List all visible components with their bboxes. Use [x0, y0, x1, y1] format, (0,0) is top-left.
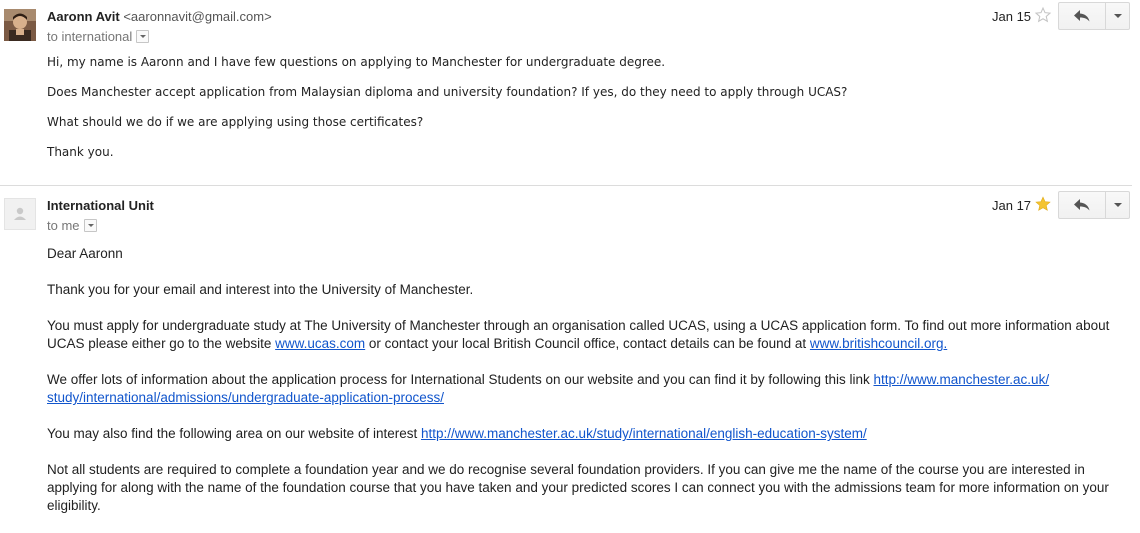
recipient-label: to international: [47, 29, 133, 44]
chevron-down-icon: [1114, 203, 1122, 207]
sender-email: <aaronnavit@gmail.com>: [123, 9, 272, 24]
application-process-link[interactable]: http://www.manchester.ac.uk/ study/international/admissions/undergraduate-application-process/: [47, 372, 1050, 405]
britishcouncil-link[interactable]: www.britishcouncil.org.: [809, 336, 948, 351]
message-body: [47, 245, 1122, 533]
sender-name[interactable]: International Unit: [47, 198, 154, 213]
education-system-link[interactable]: http://www.manchester.ac.uk/study/international/english-education-system/: [420, 426, 867, 441]
body-text: or contact your local British Council office, contact details can be found at: [365, 336, 810, 351]
ucas-link[interactable]: www.ucas.com: [275, 336, 366, 351]
more-options-button[interactable]: [1106, 191, 1130, 219]
body-paragraph: [47, 371, 1122, 407]
reply-button[interactable]: [1058, 191, 1106, 219]
body-text: You may also find the following area on our website of interest: [47, 426, 421, 441]
body-text: You must apply for undergraduate study at The University of Manchester through an organisation called UCAS, using a UCAS application form. To find out more information about UCAS please either go to the website: [47, 318, 1110, 351]
reply-button-group: [1058, 191, 1130, 219]
message-date: Jan 15: [992, 9, 1032, 24]
sender-avatar[interactable]: [4, 9, 36, 41]
sender-avatar[interactable]: [4, 198, 36, 230]
recipient-line: [47, 218, 97, 233]
sender-line: [47, 198, 154, 213]
body-paragraph: [47, 425, 1122, 443]
reply-arrow-icon: [1074, 199, 1090, 211]
sender-name[interactable]: Aaronn Avit: [47, 9, 120, 24]
recipient-details-dropdown[interactable]: [84, 219, 97, 232]
body-paragraph: Not all students are required to complete a foundation year and we do recognise several foundation providers. If you can give me the name of the course you are interested in applying for along with the name of the foundation course that you have taken and your predicted scores I can connect you with the admissions team for more information on your eligibility.: [47, 462, 1109, 513]
body-paragraph: Thank you for your email and interest into the University of Manchester.: [47, 282, 474, 297]
email-message-2: [0, 187, 1140, 517]
recipient-label: to me: [47, 218, 80, 233]
sender-line: [47, 9, 272, 24]
reply-arrow-icon: [1074, 10, 1090, 22]
body-paragraph: Does Manchester accept application from Malaysian diploma and university foundation? If yes, do they need to apply through UCAS?: [47, 85, 848, 99]
body-paragraph: [47, 317, 1122, 353]
chevron-down-icon: [1114, 14, 1122, 18]
body-paragraph: Thank you.: [47, 145, 114, 159]
message-divider: [0, 185, 1132, 186]
reply-button-group: [1058, 2, 1130, 30]
message-date: Jan 17: [992, 198, 1032, 213]
recipient-line: [47, 29, 149, 44]
body-paragraph: Hi, my name is Aaronn and I have few questions on applying to Manchester for undergraduate degree.: [47, 55, 666, 69]
recipient-details-dropdown[interactable]: [136, 30, 149, 43]
star-filled-icon[interactable]: [1034, 195, 1052, 213]
body-greeting: Dear Aaronn: [47, 246, 123, 261]
body-text: We offer lots of information about the application process for International Students on our website and you can find it by following this link: [47, 372, 874, 387]
message-body: [47, 55, 1117, 175]
person-icon: [5, 199, 35, 229]
more-options-button[interactable]: [1106, 2, 1130, 30]
email-message-1: [0, 0, 1140, 184]
star-outline-icon[interactable]: [1034, 6, 1052, 24]
reply-button[interactable]: [1058, 2, 1106, 30]
body-paragraph: What should we do if we are applying using those certificates?: [47, 115, 424, 129]
